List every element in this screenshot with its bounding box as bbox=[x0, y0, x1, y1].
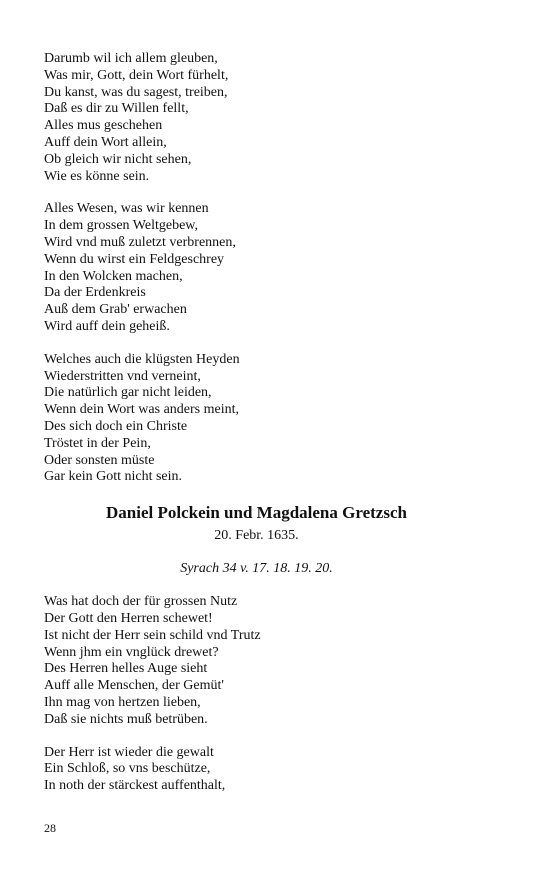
stanza bbox=[44, 594, 474, 728]
verse-line: Daß es dir zu Willen fellt, bbox=[44, 101, 189, 117]
verse-line: Wiederstritten vnd verneint, bbox=[44, 368, 201, 384]
verse-line: Wenn dein Wort was anders meint, bbox=[44, 402, 239, 418]
verse-line: Tröstet in der Pein, bbox=[44, 435, 151, 451]
verse-line: Auff alle Menschen, der Gemüt' bbox=[44, 678, 224, 694]
verse-line: Wenn jhm ein vnglück drewet? bbox=[44, 644, 219, 660]
verse-line: Der Gott den Herren schewet! bbox=[44, 610, 213, 626]
verse-line: In noth der stärckest auffenthalt, bbox=[44, 778, 226, 794]
poem-continued bbox=[44, 51, 474, 486]
scripture-reference: Syrach 34 v. 17. 18. 19. 20. bbox=[180, 561, 333, 577]
verse-line: Alles Wesen, was wir kennen bbox=[44, 201, 209, 217]
stanza bbox=[44, 201, 474, 335]
verse-line: Alles mus geschehen bbox=[44, 118, 163, 134]
verse-line: Ist nicht der Herr sein schild vnd Trutz bbox=[44, 627, 261, 643]
verse-line: Ihn mag von hertzen lieben, bbox=[44, 694, 201, 710]
stanza bbox=[44, 745, 474, 795]
verse-line: Du kanst, was du sagest, treiben, bbox=[44, 84, 228, 100]
verse-line: Auff dein Wort allein, bbox=[44, 134, 167, 150]
verse-line: Des Herren helles Auge sieht bbox=[44, 661, 208, 677]
verse-line: Wird auff dein geheiß. bbox=[44, 318, 170, 334]
verse-line: Welches auch die klügsten Heyden bbox=[44, 351, 240, 367]
verse-line: Daß sie nichts muß betrüben. bbox=[44, 711, 208, 727]
stanza bbox=[44, 352, 474, 486]
verse-line: Die natürlich gar nicht leiden, bbox=[44, 385, 212, 401]
verse-line: Wird vnd muß zuletzt verbrennen, bbox=[44, 234, 236, 250]
verse-line: In den Wolcken machen, bbox=[44, 268, 183, 284]
verse-line: Ein Schloß, so vns beschütze, bbox=[44, 761, 211, 777]
stanza bbox=[44, 51, 474, 185]
verse-line: In dem grossen Weltgebew, bbox=[44, 218, 198, 234]
page-number: 28 bbox=[44, 821, 56, 835]
page-content bbox=[44, 51, 474, 811]
verse-line: Gar kein Gott nicht sein. bbox=[44, 469, 183, 485]
verse-line: Des sich doch ein Christe bbox=[44, 418, 188, 434]
poem-heading bbox=[44, 502, 469, 578]
verse-line: Was hat doch der für grossen Nutz bbox=[44, 594, 238, 610]
verse-line: Der Herr ist wieder die gewalt bbox=[44, 744, 214, 760]
verse-line: Wenn du wirst ein Feldgeschrey bbox=[44, 251, 225, 267]
verse-line: Auß dem Grab' erwachen bbox=[44, 302, 187, 318]
poem-title: Daniel Polckein und Magdalena Gretzsch bbox=[106, 503, 407, 523]
poem bbox=[44, 594, 474, 795]
verse-line: Was mir, Gott, dein Wort fürhelt, bbox=[44, 67, 229, 83]
verse-line: Oder sonsten müste bbox=[44, 452, 155, 468]
verse-line: Ob gleich wir nicht sehen, bbox=[44, 151, 192, 167]
poem-date: 20. Febr. 1635. bbox=[214, 528, 299, 544]
verse-line: Darumb wil ich allem gleuben, bbox=[44, 51, 218, 66]
verse-line: Da der Erdenkreis bbox=[44, 285, 146, 301]
verse-line: Wie es könne sein. bbox=[44, 168, 150, 184]
